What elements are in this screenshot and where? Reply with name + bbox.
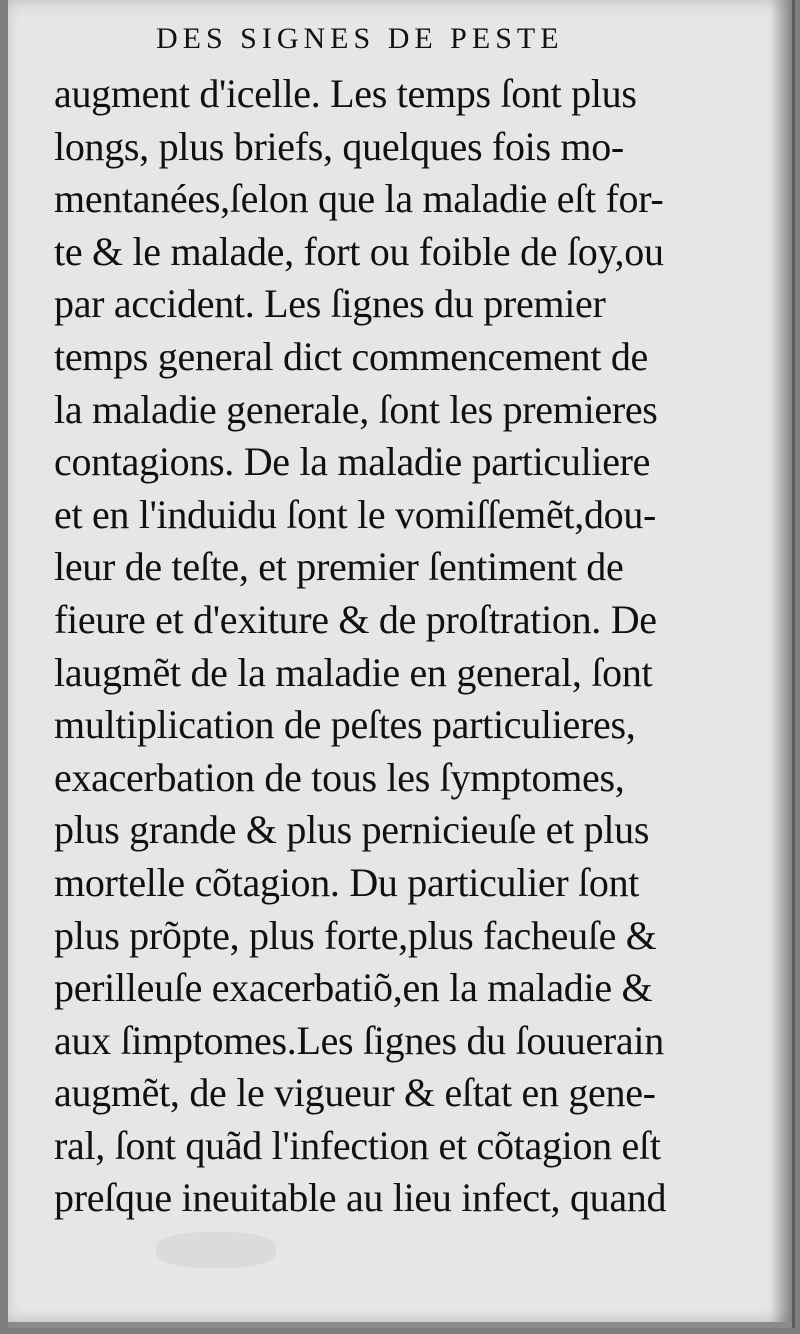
text-line: plus prõpte, plus forte,plus facheuſe & bbox=[54, 912, 657, 958]
text-line: preſque ineuitable au lieu infect, quand bbox=[54, 1175, 667, 1221]
text-line: plus grande & plus pernicieuſe et plus bbox=[54, 807, 650, 853]
page-bottom-edge bbox=[8, 1322, 792, 1328]
text-line: longs, plus briefs, quelques fois mo- bbox=[54, 123, 624, 169]
text-line: mentanées,ſelon que la maladie eſt for- bbox=[54, 176, 664, 222]
text-line: fieure et d'exiture & de proſtration. De bbox=[54, 596, 657, 642]
book-page bbox=[8, 0, 795, 1328]
text-line: la maladie generale, ſont les premieres bbox=[54, 386, 658, 432]
text-line: exacerbation de tous les ſymptomes, bbox=[54, 754, 625, 800]
text-line: temps general dict commencement de bbox=[54, 333, 648, 379]
spine-shadow bbox=[770, 0, 792, 1328]
text-line: mortelle cõtagion. Du particulier ſont bbox=[54, 859, 640, 905]
text-line: et en l'induidu ſont le vomiſſemẽt,dou- bbox=[54, 491, 657, 537]
text-line: par accident. Les ſignes du premier bbox=[54, 281, 606, 327]
text-line: ral, ſont quãd l'infection et cõtagion eſt bbox=[54, 1122, 661, 1168]
text-line: perilleuſe exacerbatiõ,en la maladie & bbox=[54, 965, 653, 1011]
running-head: DES SIGNES DE PESTE bbox=[156, 22, 564, 55]
text-line: multiplication de peſtes particulieres, bbox=[54, 702, 636, 748]
text-line: aux ſimptomes.Les ſignes du ſouuerain bbox=[54, 1017, 664, 1063]
body-text bbox=[54, 68, 726, 1225]
text-line: laugmẽt de la maladie en general, ſont bbox=[54, 649, 653, 695]
text-line: augmẽt, de le vigueur & eſtat en gene- bbox=[54, 1070, 656, 1116]
text-line: contagions. De la maladie particuliere bbox=[54, 439, 651, 485]
text-line: augment d'icelle. Les temps ſont plus bbox=[54, 71, 637, 116]
text-line: leur de teſte, et premier ſentiment de bbox=[54, 544, 624, 590]
show-through-smudge bbox=[156, 1232, 276, 1268]
text-line: te & le malade, fort ou foible de ſoy,ou bbox=[54, 228, 664, 274]
